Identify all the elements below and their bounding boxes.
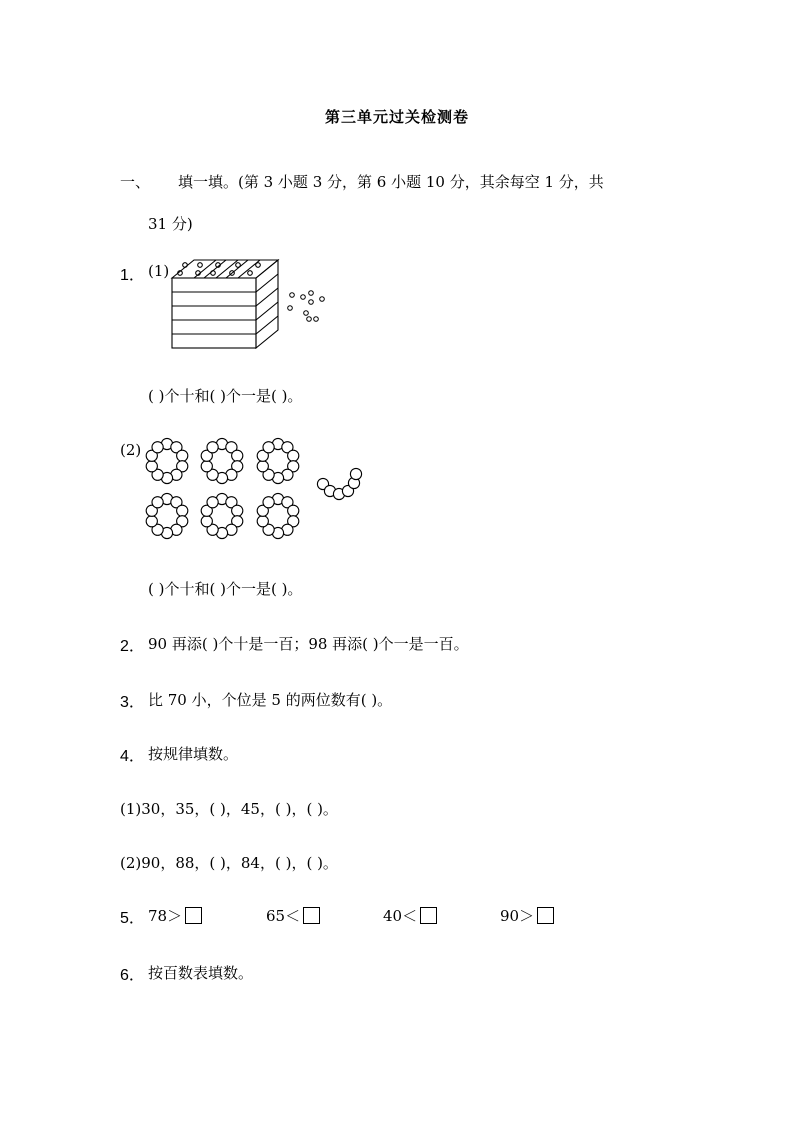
question-4-number: 4． — [120, 748, 145, 765]
question-4-row-1: (1)30，35，( )，45，( )，( )。 — [120, 800, 338, 818]
compare-item: 90＞ — [500, 905, 554, 926]
question-6-text: 按百数表填数。 — [148, 964, 254, 982]
answer-box[interactable] — [303, 907, 320, 924]
section-number: 一、 — [120, 173, 151, 191]
question-5-number: 5． — [120, 910, 145, 927]
section-instructions: 填一填。(第 3 小题 3 分，第 6 小题 10 分，其余每空 1 分，共 — [178, 173, 604, 191]
section-instructions-cont: 31 分) — [148, 215, 193, 233]
compare-item: 78＞ — [148, 905, 202, 926]
question-4-row-2: (2)90，88，( )，84，( )，( )。 — [120, 854, 338, 872]
q1-part1-blanks: ( )个十和( )个一是( )。 — [148, 387, 303, 405]
question-3-text: 比 70 小，个位是 5 的两位数有( )。 — [148, 691, 393, 709]
bead-rings-illustration — [140, 434, 370, 550]
question-3-number: 3． — [120, 694, 145, 711]
q1-part2-label: (2) — [120, 441, 142, 459]
question-2-number: 2． — [120, 638, 145, 655]
question-1-number: 1． — [120, 267, 145, 284]
question-6-number: 6． — [120, 967, 145, 984]
q1-part2-blanks: ( )个十和( )个一是( )。 — [148, 580, 303, 598]
question-4-text: 按规律填数。 — [148, 745, 239, 763]
q1-part1-label: (1) — [148, 262, 170, 280]
compare-item: 40＜ — [383, 905, 437, 926]
answer-box[interactable] — [537, 907, 554, 924]
question-2-text: 90 再添( )个十是一百；98 再添( )个一是一百。 — [148, 635, 469, 653]
page-title: 第三单元过关检测卷 — [324, 108, 469, 126]
answer-box[interactable] — [185, 907, 202, 924]
ten-rods-illustration — [168, 255, 328, 355]
compare-item: 65＜ — [266, 905, 320, 926]
answer-box[interactable] — [420, 907, 437, 924]
